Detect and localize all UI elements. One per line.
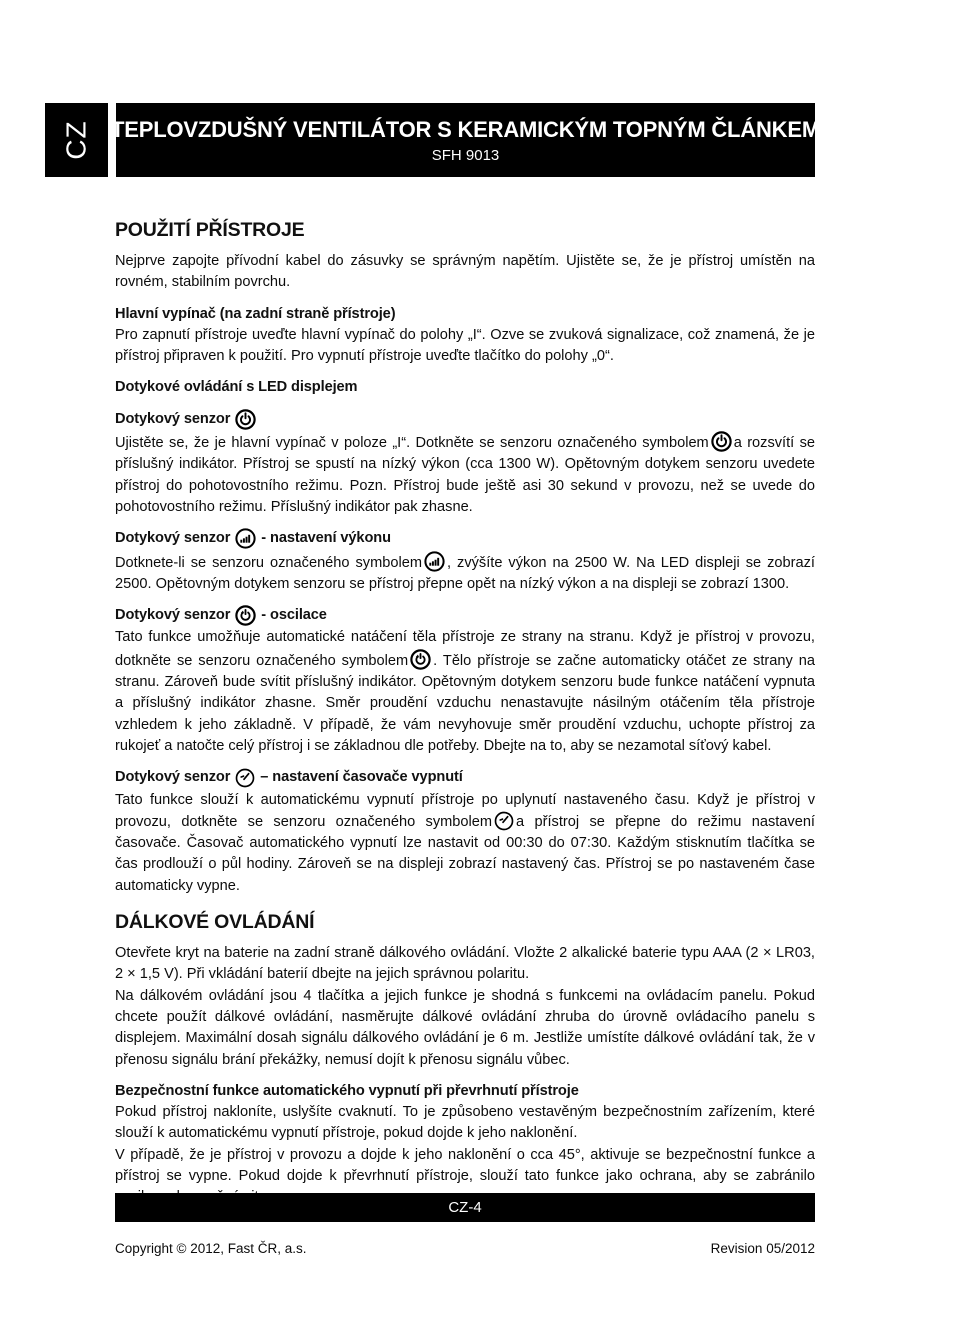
sensor-timer-text-before: Tato funkce slouží k automatickému vypnutí přístroje po uplynutí nastaveného času. Když je přístroj v provozu, dotkněte se senzoru označeného symbolem xyxy=(115,791,815,830)
title-bar xyxy=(111,103,820,177)
sensor-timer-paragraph xyxy=(115,790,815,897)
power-level-icon xyxy=(424,551,445,572)
sensor-power-paragraph xyxy=(115,431,815,518)
section-title-remote: DÁLKOVÉ OVLÁDÁNÍ xyxy=(115,911,315,934)
section-title-usage: POUŽITÍ PŘÍSTROJE xyxy=(115,219,305,241)
oscillation-icon xyxy=(235,605,256,626)
language-tab xyxy=(45,103,108,177)
sensor-oscillation-heading-row xyxy=(115,605,815,626)
copyright-text: Copyright © 2012, Fast ČR, a.s. xyxy=(115,1241,307,1256)
main-switch-section xyxy=(115,304,815,368)
page-title: TEPLOVZDUŠNÝ VENTILÁTOR S KERAMICKÝM TOPNÝM ČLÁNKEM xyxy=(111,116,820,142)
page-number-bar xyxy=(115,1193,815,1222)
power-icon xyxy=(711,431,732,452)
touch-control-heading: Dotykové ovládání s LED displejem xyxy=(115,379,358,396)
sensor-timer-text-after: a přístroj se přepne do režimu nastavení časovače. Časovač automatického vypnutí lze nastavit od 00:30 do 07:30. Každým stisknutím tlačítka se čas prodlouží o půl hodiny. Zároveň se na displeji zobrazí nastavený čas. Přístroj se po nastaveném čase automaticky vypne. xyxy=(115,813,815,894)
document-header xyxy=(45,103,820,177)
sensor-power-heading-row xyxy=(115,409,815,430)
main-switch-paragraph: Pro zapnutí přístroje uveďte hlavní vypínač do polohy „I“. Ozve se zvuková signalizace, což znamená, že je přístroj připraven k použití. Pro vypnutí přístroje uveďte tlačítko do polohy „0“. xyxy=(115,326,815,365)
timer-icon xyxy=(235,768,255,788)
remote-paragraph-2: Na dálkovém ovládání jsou 4 tlačítka a jejich funkce je shodná s funkcemi na ovládacím panelu. Pokud chcete použít dálkové ovládání, nasměrujte dálkové ovládání zhruba do úrovně ovládacího panelu s displejem. Maximální dosah signálu dálkového ovládání je 6 m. Jestliže umístíte dálkové ovládání tak, že v přenosu signálu brání překážky, nemusí dojít k přenosu signálu vůbec. xyxy=(115,987,815,1068)
document-footer xyxy=(115,1193,815,1256)
sensor-power-section xyxy=(115,409,815,518)
sensor-oscillation-text-before: Tato funkce umožňuje automatické natáčení těla přístroje ze strany na stranu. Když je přístroj v provozu, dotkněte se senzoru označeného symbolem xyxy=(115,629,815,669)
language-code: CZ xyxy=(60,120,92,160)
safety-paragraph-1: Pokud přístroj nakloníte, uslyšíte cvaknutí. To je způsobeno vestavěným bezpečnostním zařízením, které slouží k automatickému vypnutí přístroje, pokud dojde k jeho naklonění. xyxy=(115,1104,815,1142)
oscillation-icon xyxy=(410,649,431,670)
remote-paragraph-1: Otevřete kryt na baterie na zadní straně dálkového ovládání. Vložte 2 alkalické baterie typu AAA (2 × LR03, 2 × 1,5 V). Při vkládání baterií dbejte na jejich správnou polaritu. xyxy=(115,945,815,983)
timer-icon xyxy=(494,811,514,831)
sensor-timer-heading-suffix: – nastavení časovače vypnutí xyxy=(260,769,463,786)
sensor-level-text-after: , zvýšíte výkon na 2500 W. Na LED displeji se zobrazí 2500. Opětovným dotykem senzoru se přístroj přepne opět na nízký výkon a na displeji se zobrazí 1300. xyxy=(115,554,815,592)
sensor-level-heading-row xyxy=(115,528,815,549)
manual-content xyxy=(115,219,815,1219)
sensor-oscillation-paragraph xyxy=(115,627,815,757)
remote-section xyxy=(115,943,815,1071)
sensor-oscillation-section xyxy=(115,605,815,757)
usage-intro-paragraph: Nejprve zapojte přívodní kabel do zásuvky se správným napětím. Ujistěte se, že je přístroj umístěn na rovném, stabilním povrchu. xyxy=(115,253,815,291)
sensor-level-paragraph xyxy=(115,551,815,596)
sensor-level-heading-suffix: - nastavení výkonu xyxy=(261,530,391,547)
safety-heading: Bezpečnostní funkce automatického vypnutí při převrhnutí přístroje xyxy=(115,1082,579,1099)
safety-paragraph-2: V případě, že je přístroj v provozu a dojde k jeho naklonění o cca 45°, aktivuje se bezpečnostní funkce a přístroj se vypne. Pokud dojde k převrhnutí přístroje, slouží tato funkce jako ochrana, aby se zabránilo xyxy=(115,1146,815,1184)
sensor-oscillation-heading-suffix: - oscilace xyxy=(261,607,327,624)
sensor-timer-heading-row xyxy=(115,767,815,788)
sensor-timer-heading: Dotykový senzor xyxy=(115,769,231,786)
power-level-icon xyxy=(235,528,256,549)
revision-text: Revision 05/2012 xyxy=(710,1241,815,1256)
page-number: CZ-4 xyxy=(448,1199,482,1216)
sensor-power-text-before: Ujistěte se, že je hlavní vypínač v poloze „I“. Dotkněte se senzoru označeného symbolem xyxy=(115,435,709,452)
safety-section xyxy=(115,1081,815,1209)
sensor-level-section xyxy=(115,528,815,595)
main-switch-heading: Hlavní vypínač (na zadní straně přístroje) xyxy=(115,305,396,322)
power-icon xyxy=(235,409,256,430)
sensor-power-text-after: a rozsvítí se příslušný indikátor. Přístroj se spustí na nízký výkon (cca 1300 W). Opětovným dotykem senzoru uvedete přístroj do pohotovostního režimu. Pozn. Přístroj bude ještě asi 30 sekund v provozu, než se uvede do pohotovostního režimu. Příslušný indikátor pak zhasne. xyxy=(115,435,815,515)
sensor-level-heading: Dotykový senzor xyxy=(115,530,231,547)
footer-meta-row xyxy=(115,1241,815,1256)
sensor-oscillation-heading: Dotykový senzor xyxy=(115,607,231,624)
sensor-level-text-before: Dotknete-li se senzoru označeného symbolem xyxy=(115,554,423,571)
sensor-power-heading: Dotykový senzor xyxy=(115,410,231,427)
model-number: SFH 9013 xyxy=(431,146,500,164)
sensor-timer-section xyxy=(115,767,815,897)
touch-control-section xyxy=(115,377,815,398)
sensor-oscillation-text-after: . Tělo přístroje se začne automaticky otáčet ze strany na stranu. Zároveň bude svítit příslušný indikátor. Opětovným dotykem senzoru bude funkce natáčení vypnuta a příslušný indikátor zhasne. Směr proudění vzduchu nenastavujte násilným otáčením těla přístroje vzhledem k jeho základně. V případě, že vám nevyhovuje směr proudění vzduchu, uchopte přístroj za rukojeť a natočte celý přístroj i se základnou dle potřeby. Dbejte na to, aby se nezamotal síťový kabel. xyxy=(115,652,815,754)
